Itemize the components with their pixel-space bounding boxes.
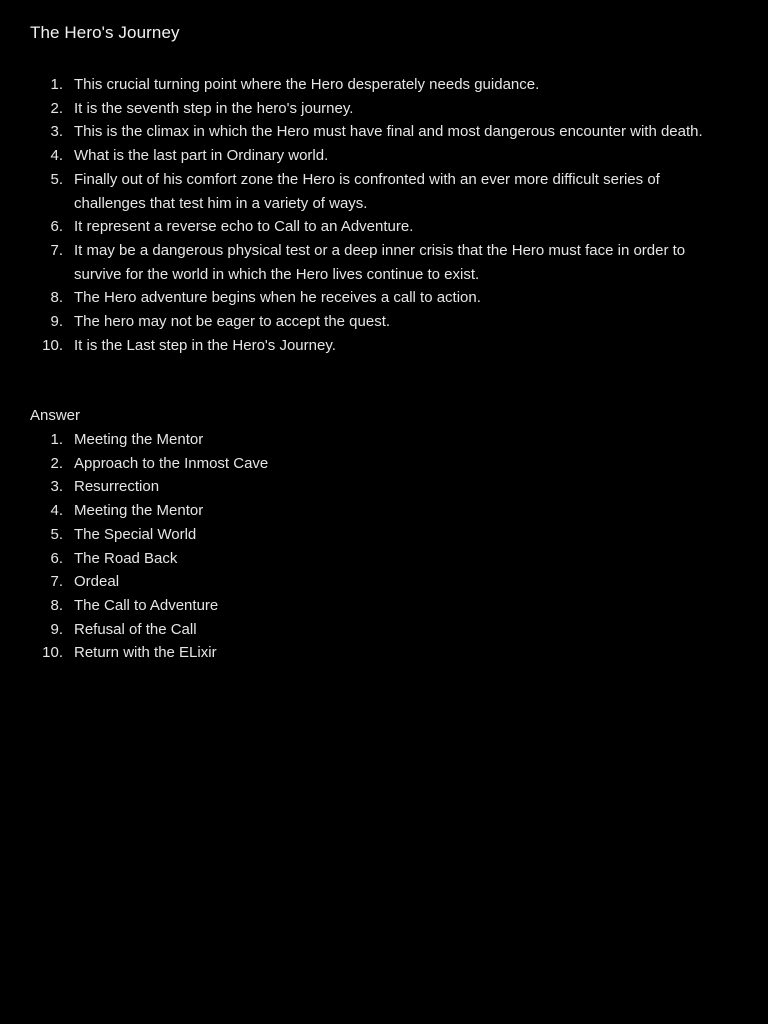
answer-number: 7. [50,573,63,591]
question-number: 2. [50,99,63,117]
question-number: 5. [50,170,63,188]
answer-item [0,618,768,642]
question-number: 4. [50,147,63,165]
answer-text: The Call to Adventure [74,596,219,614]
question-number: 8. [50,289,63,307]
answer-number: 2. [50,454,63,472]
question-item [0,286,768,310]
answer-number: 3. [50,478,63,496]
answer-text: Approach to the Inmost Cave [74,454,269,472]
answer-number: 8. [50,596,63,614]
question-text: It is the seventh step in the hero's journey. [74,99,354,117]
questions-list [0,73,768,357]
answer-item [0,452,768,476]
question-text: It is the Last step in the Hero's Journey. [74,336,336,354]
answer-text: Return with the ELixir [74,644,217,662]
answer-number: 4. [50,502,63,520]
question-item [0,144,768,168]
question-number: 6. [50,218,63,236]
answer-number: 5. [50,525,63,543]
answer-text: Meeting the Mentor [74,502,204,520]
question-text: This crucial turning point where the Hero desperately needs guidance. [74,76,540,93]
answer-text: Ordeal [74,573,120,591]
answer-heading: Answer [30,407,81,424]
question-text: It may be a dangerous physical test or a deep inner crisis that the Hero must face in order to survive for the world in which the Hero lives continue to exist. [74,241,686,283]
question-item [0,120,768,144]
answer-text: Refusal of the Call [74,620,197,638]
document-title: The Hero's Journey [30,23,180,42]
answer-text: The Special World [74,525,197,543]
answer-item [0,523,768,547]
question-item [0,168,768,215]
answer-item [0,475,768,499]
question-text: This is the climax in which the Hero must have final and most dangerous encounter with death. [74,123,703,141]
answer-item [0,547,768,571]
answer-number: 1. [50,431,63,448]
answer-item [0,499,768,523]
answer-text: The Road Back [74,549,178,567]
question-text: Finally out of his comfort zone the Hero is confronted with an ever more difficult series of challenges that test him in a variety of ways. [74,170,660,212]
answer-text: Resurrection [74,478,160,496]
question-text: The hero may not be eager to accept the quest. [74,313,391,331]
question-number: 9. [50,313,63,331]
answer-item [0,594,768,618]
question-number: 10. [42,336,63,354]
question-item [0,310,768,334]
question-text: The Hero adventure begins when he receives a call to action. [74,289,481,307]
question-item [0,334,768,358]
answer-item [0,641,768,665]
question-text: It represent a reverse echo to Call to an Adventure. [74,218,414,236]
answer-text: Meeting the Mentor [74,431,204,448]
answers-list [0,428,768,665]
question-item [0,97,768,121]
answer-item [0,428,768,452]
answer-number: 10. [42,644,63,662]
answer-number: 9. [50,620,63,638]
question-number: 7. [50,241,63,259]
answer-number: 6. [50,549,63,567]
question-item [0,239,768,286]
question-item [0,73,768,97]
answer-item [0,570,768,594]
question-number: 1. [50,76,63,93]
question-item [0,215,768,239]
question-text: What is the last part in Ordinary world. [74,147,329,165]
question-number: 3. [50,123,63,141]
